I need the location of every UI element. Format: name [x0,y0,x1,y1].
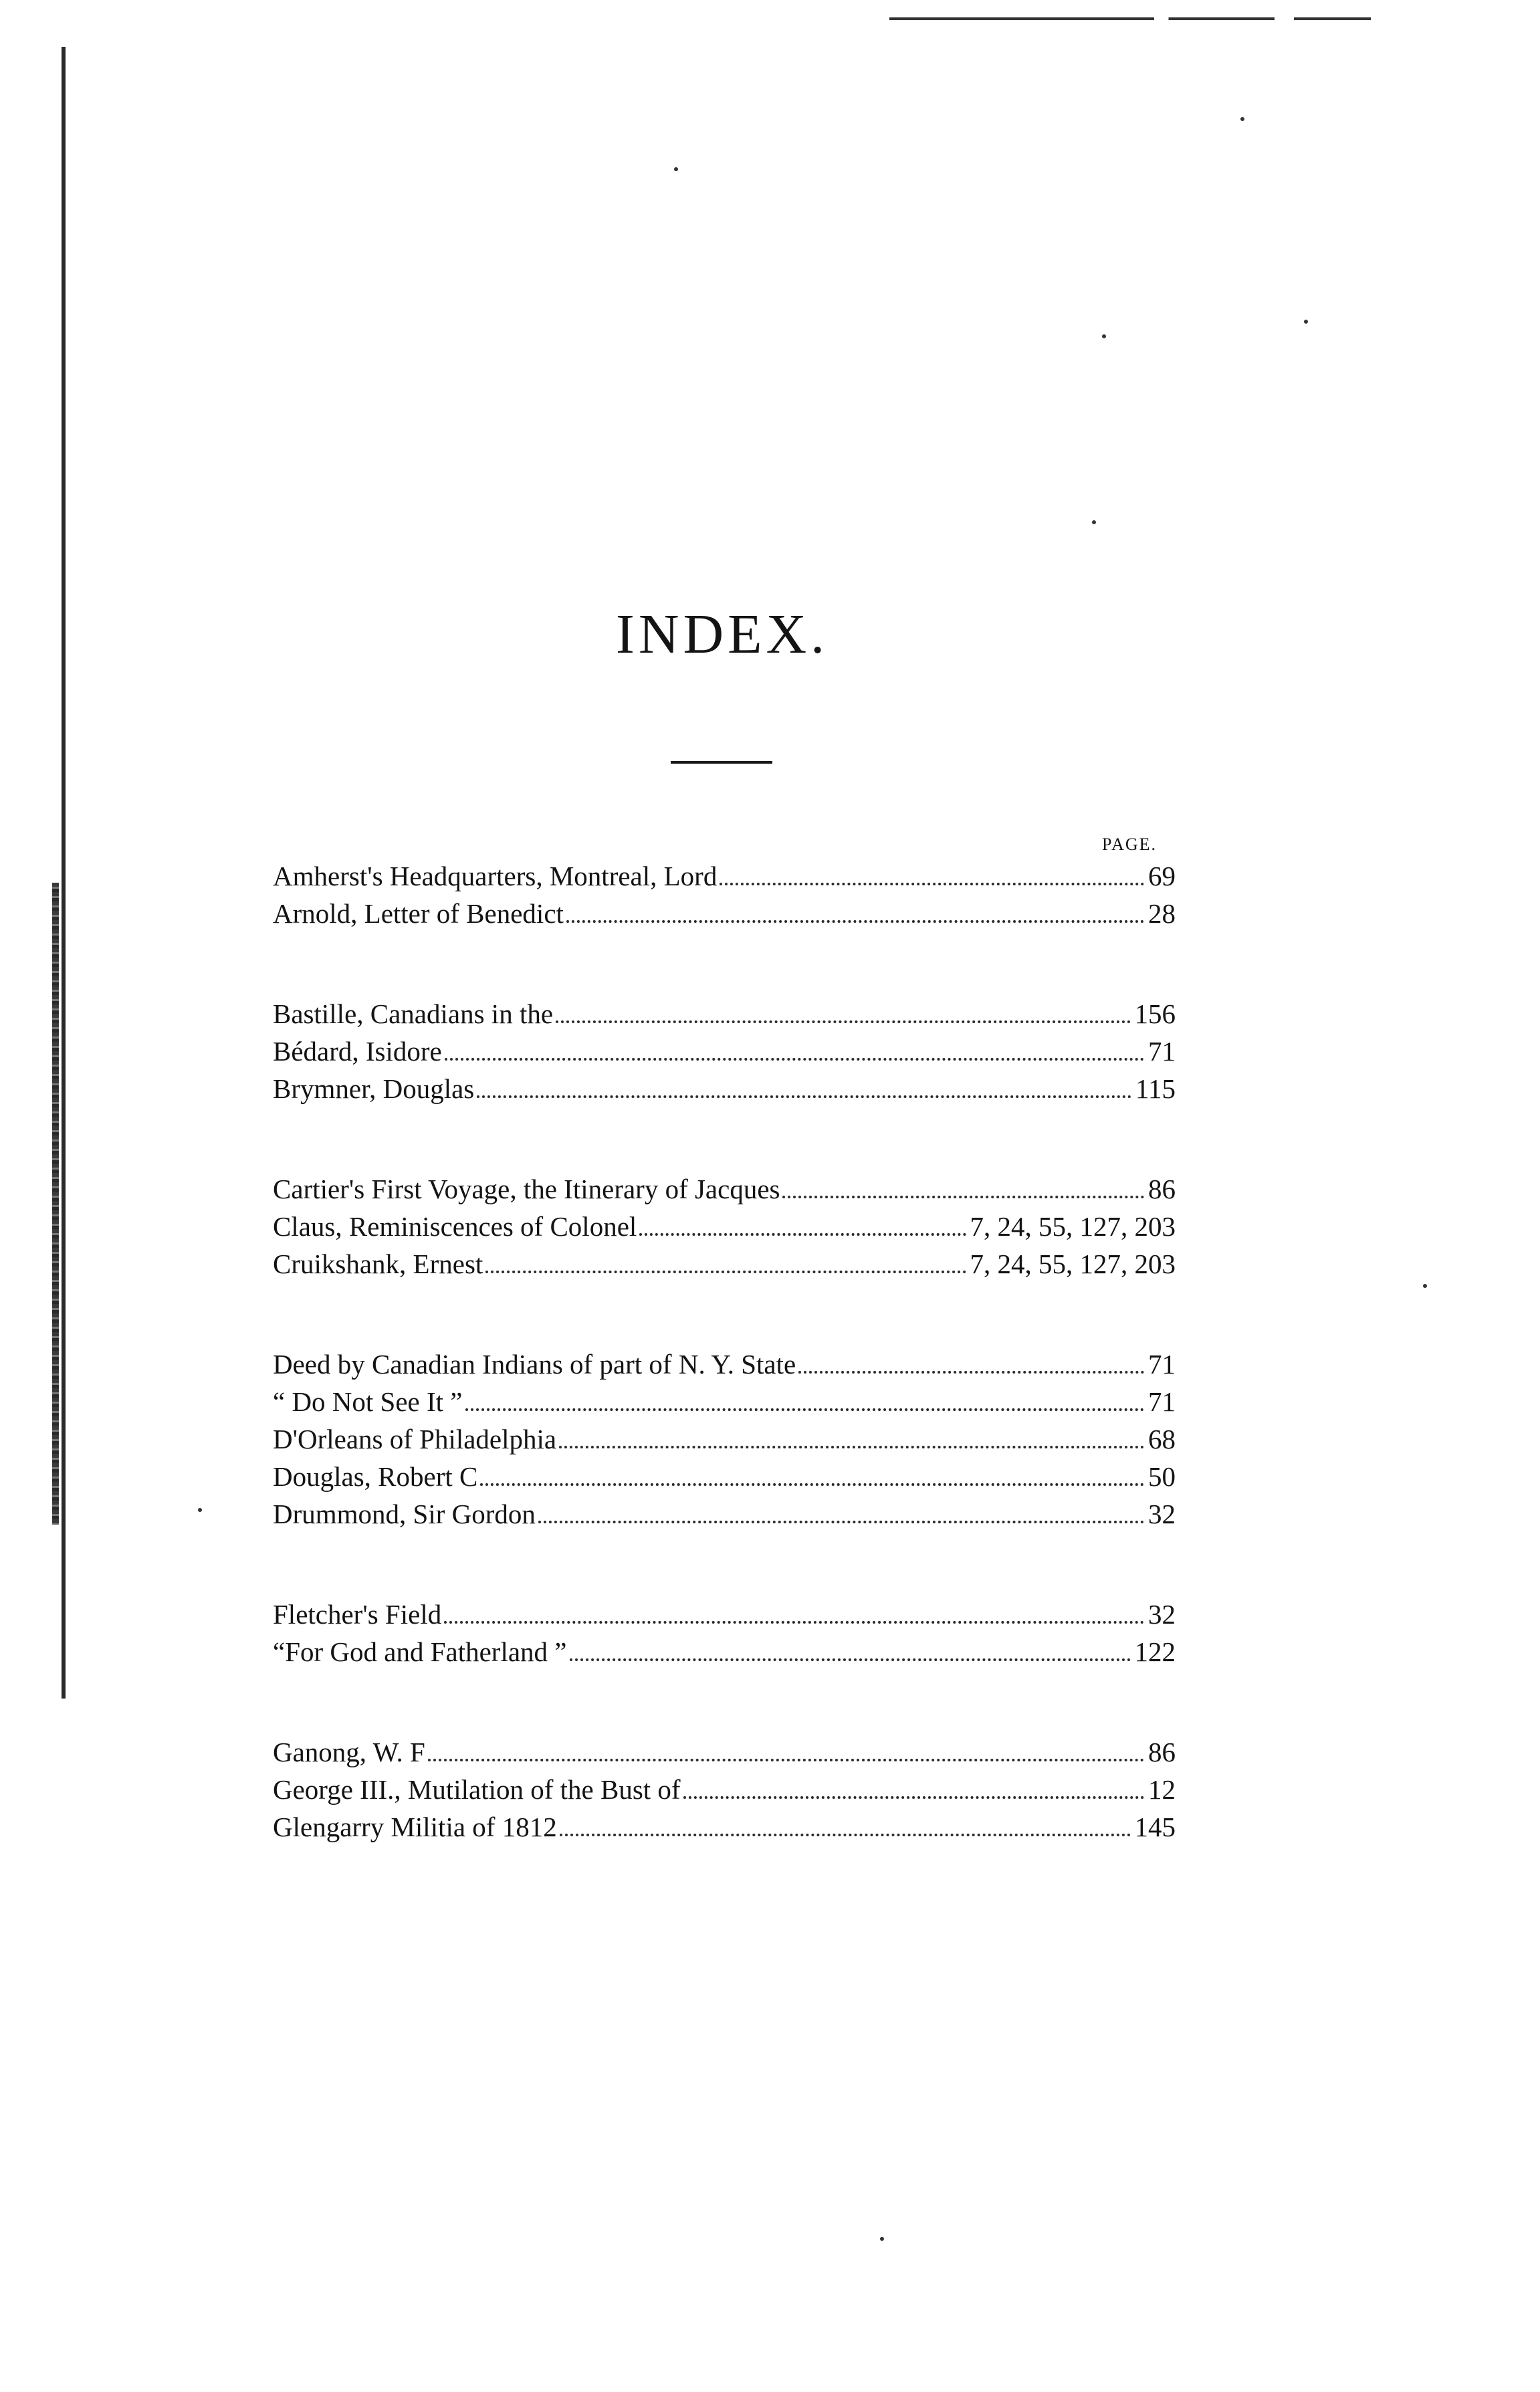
entry-name: George III., Mutilation of the Bust of [273,1774,681,1805]
scan-binding-edge-texture [52,883,59,1525]
index-group-b [273,995,1176,1107]
entry-name: Cartier's First Voyage, the Itinerary of Jacques [273,1174,780,1204]
dot-leader [445,1058,1144,1061]
entry-pages: 68 [1148,1424,1176,1454]
dot-leader [556,1020,1130,1023]
entry-pages: 86 [1148,1737,1176,1767]
index-list [273,857,1176,1909]
scan-speck [1423,1284,1427,1288]
index-entry [273,1633,1176,1670]
scan-binding-edge [62,47,66,1699]
entry-name: Ganong, W. F [273,1737,425,1767]
scan-speck [674,167,678,171]
index-group-d [273,1345,1176,1533]
entry-name: Bastille, Canadians in the [273,998,554,1029]
dot-leader [444,1621,1144,1624]
entry-pages: 28 [1148,898,1176,929]
dot-leader [477,1095,1131,1098]
index-entry [273,1420,1176,1458]
dot-leader [570,1658,1131,1661]
index-entry [273,1383,1176,1420]
entry-name: Cruikshank, Ernest [273,1248,483,1279]
entry-pages: 156 [1134,998,1176,1029]
entry-name: Claus, Reminiscences of Colonel [273,1211,637,1242]
scan-speck [1304,320,1308,324]
entry-name: “ Do Not See It ” [273,1386,463,1417]
scan-speck [198,1508,202,1512]
entry-pages: 50 [1148,1461,1176,1492]
entry-pages: 32 [1148,1599,1176,1630]
entry-pages: 71 [1148,1386,1176,1417]
index-entry [273,1495,1176,1533]
title-divider [671,761,772,764]
dot-leader [639,1233,966,1236]
dot-leader [428,1759,1144,1761]
entry-name: “For God and Fatherland ” [273,1636,567,1667]
entry-name: Douglas, Robert C [273,1461,478,1492]
entry-pages: 122 [1134,1636,1176,1667]
entry-name: Fletcher's Field [273,1599,442,1630]
entry-pages: 86 [1148,1174,1176,1204]
page-column-label: PAGE. [1102,835,1158,854]
scan-speck [1102,334,1106,338]
index-entry [273,995,1176,1032]
dot-leader [683,1796,1144,1799]
dot-leader [560,1834,1131,1836]
index-entry [273,895,1176,932]
page-title: INDEX. [615,603,829,665]
index-entry [273,1345,1176,1383]
index-entry [273,857,1176,895]
entry-name: Arnold, Letter of Benedict [273,898,564,929]
entry-pages: 32 [1148,1499,1176,1529]
index-entry [273,1458,1176,1495]
entry-name: Bédard, Isidore [273,1036,442,1067]
index-entry [273,1245,1176,1283]
index-entry [273,1208,1176,1245]
index-entry [273,1070,1176,1107]
entry-pages: 7, 24, 55, 127, 203 [970,1248,1176,1279]
index-group-f [273,1596,1176,1670]
entry-pages: 69 [1148,861,1176,891]
entry-name: Deed by Canadian Indians of part of N. Y. State [273,1349,796,1380]
entry-name: Glengarry Militia of 1812 [273,1812,557,1842]
index-entry [273,1733,1176,1771]
index-entry [273,1808,1176,1846]
index-group-g [273,1733,1176,1846]
index-entry [273,1596,1176,1633]
dot-leader [566,920,1144,923]
entry-name: Amherst's Headquarters, Montreal, Lord [273,861,718,891]
dot-leader [798,1371,1144,1374]
entry-pages: 145 [1134,1812,1176,1842]
dot-leader [559,1446,1144,1448]
entry-pages: 12 [1148,1774,1176,1805]
scan-speck [1240,117,1244,121]
entry-name: D'Orleans of Philadelphia [273,1424,557,1454]
entry-pages: 71 [1148,1349,1176,1380]
index-entry [273,1170,1176,1208]
index-entry [273,1771,1176,1808]
dot-leader [480,1483,1144,1486]
entry-pages: 71 [1148,1036,1176,1067]
entry-name: Brymner, Douglas [273,1073,475,1104]
entry-pages: 7, 24, 55, 127, 203 [970,1211,1176,1242]
dot-leader [465,1408,1145,1411]
dot-leader [485,1271,966,1273]
index-group-c [273,1170,1176,1283]
dot-leader [782,1196,1144,1198]
scan-top-rule [889,17,1371,20]
entry-name: Drummond, Sir Gordon [273,1499,536,1529]
dot-leader [538,1521,1144,1523]
index-entry [273,1032,1176,1070]
scan-speck [880,2237,884,2241]
entry-pages: 115 [1135,1073,1176,1104]
scan-speck [1092,520,1096,524]
dot-leader [720,883,1144,885]
index-group-a [273,857,1176,932]
